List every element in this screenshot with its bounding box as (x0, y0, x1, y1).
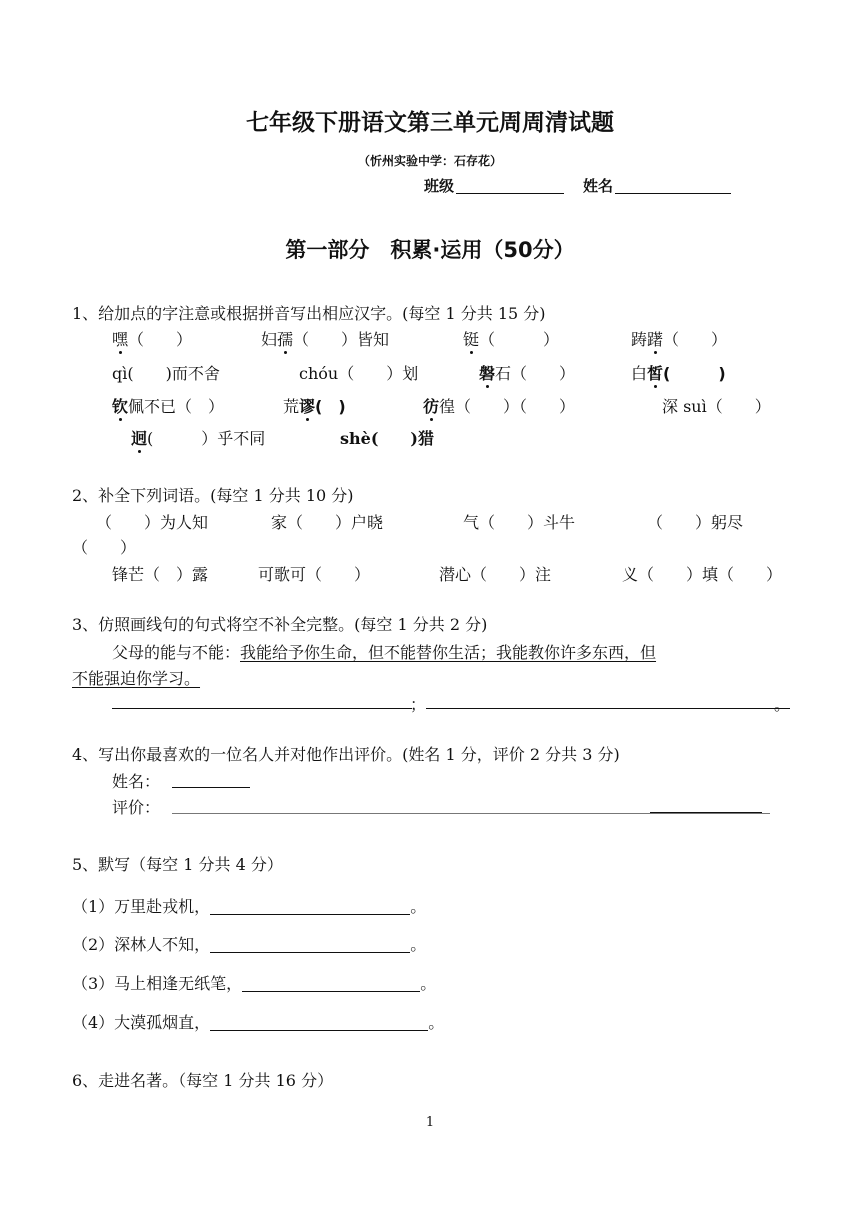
q3-semicolon: ； (410, 695, 427, 714)
q5-end: 。 (410, 897, 427, 916)
q5-end: 。 (410, 935, 427, 954)
q5-item-2 (72, 932, 426, 955)
q1-item-j (283, 394, 346, 417)
q5-answer-blank[interactable] (242, 975, 420, 992)
q2-item-a: （ ）为人知 (96, 513, 209, 532)
q5-lead: （1）万里赴戎机， (72, 897, 211, 916)
q1-item-f: chóu（ ）划 (299, 364, 419, 383)
q5-item-3 (72, 971, 436, 994)
dotted-char: 彷 (423, 397, 440, 416)
q2-item-d: （ ）躬尽 (647, 513, 744, 532)
q1-item-d (631, 327, 727, 350)
q1-item-g (479, 361, 575, 384)
answer-paren[interactable]: ( ）乎不同 (147, 429, 266, 448)
q5-answer-blank[interactable] (210, 898, 410, 915)
q1-item-i (112, 394, 224, 417)
class-blank[interactable] (456, 177, 564, 194)
q1-item-a (112, 327, 192, 350)
q4-name-label: 姓名： (112, 772, 161, 791)
q4-prompt: 4、写出你最喜欢的一位名人并对他作出评价。(姓名 1 分，评价 2 分共 3 分) (72, 745, 620, 764)
q4-review-line[interactable] (172, 813, 770, 814)
q1-item-h (631, 361, 726, 384)
page-title: 七年级下册语文第三单元周周清试题 (246, 110, 614, 136)
q3-prompt: 3、仿照画线句的句式将空不补全完整。(每空 1 分共 2 分) (72, 615, 488, 634)
text: 踌 (631, 330, 648, 349)
q5-lead: （2）深林人不知， (72, 935, 211, 954)
q2-item-g: 潜心（ ）注 (439, 565, 552, 584)
q1-item-e: qì( )而不舍 (112, 364, 220, 383)
dotted-char: 钦 (112, 397, 129, 416)
q5-end: 。 (420, 974, 437, 993)
text: 白 (631, 364, 648, 383)
text: 荒 (283, 397, 300, 416)
q2-item-e: 锋芒（ ）露 (112, 565, 209, 584)
author-subtitle: （忻州实验中学：石存花） (357, 154, 502, 168)
q1-item-m (131, 426, 265, 449)
q3-underlined-text: 我能给予你生命，但不能替你生活；我能教你许多东西，但 (240, 643, 657, 662)
answer-paren[interactable]: （ ） (479, 330, 560, 349)
q1-item-k (423, 394, 575, 417)
answer-paren[interactable]: 徨（ ）（ ） (439, 397, 576, 416)
q2-item-b: 家（ ）户晓 (271, 513, 384, 532)
q5-lead: （3）马上相逢无纸笔， (72, 974, 243, 993)
q1-item-c (463, 327, 559, 350)
q2-item-h: 义（ ）填（ ） (622, 565, 783, 584)
page-number: 1 (425, 1115, 435, 1130)
dotted-char: 孺 (277, 330, 294, 349)
q3-answer-line-1[interactable] (112, 708, 412, 709)
answer-paren[interactable]: ( ) (663, 364, 726, 383)
text: 妇 (261, 330, 278, 349)
q1-item-n: shè( )猎 (340, 429, 434, 448)
class-label: 班级 (424, 177, 455, 195)
q5-answer-blank[interactable] (210, 936, 410, 953)
answer-paren[interactable]: （ ） (128, 330, 193, 349)
part-heading: 第一部分 积累·运用（50分） (285, 238, 575, 262)
answer-paren[interactable]: （ ）皆知 (293, 330, 390, 349)
name-label: 姓名 (583, 177, 614, 195)
name-blank[interactable] (615, 177, 731, 194)
answer-paren[interactable]: 石（ ） (495, 364, 576, 383)
answer-paren[interactable]: 佩不已（ ） (128, 397, 225, 416)
q4-name-line[interactable] (172, 787, 250, 788)
q5-answer-blank[interactable] (210, 1014, 428, 1031)
q6-prompt: 6、走进名著。（每空 1 分共 16 分） (72, 1071, 334, 1090)
q5-lead: （4）大漠孤烟直， (72, 1013, 211, 1032)
q4-review-line-end (650, 812, 762, 813)
q5-item-1 (72, 894, 426, 917)
answer-paren[interactable]: （ ） (663, 330, 728, 349)
q2-item-f: 可歌可（ ） (258, 565, 371, 584)
dotted-char: 谬 (299, 397, 316, 416)
q3-model-sentence (112, 640, 656, 663)
q2-item-c: 气（ ）斗牛 (463, 513, 576, 532)
dotted-char: 躇 (647, 330, 664, 349)
answer-paren[interactable]: ( ) (315, 397, 346, 416)
q3-lead: 父母的能与不能： (112, 643, 241, 662)
q5-prompt: 5、默写（每空 1 分共 4 分） (72, 855, 283, 874)
q3-answer-line-2[interactable] (426, 708, 790, 709)
q1-item-b (261, 327, 389, 350)
q1-item-l: 深 suì（ ） (662, 397, 771, 416)
q5-end: 。 (428, 1013, 445, 1032)
q4-review-label: 评价： (112, 798, 161, 817)
q3-period: 。 (774, 695, 791, 714)
q5-item-4 (72, 1010, 444, 1033)
q1-prompt: 1、给加点的字注意或根据拼音写出相应汉字。(每空 1 分共 15 分) (72, 304, 546, 323)
dotted-char: 铤 (463, 330, 480, 349)
q3-underlined-text-2: 不能强迫你学习。 (72, 669, 201, 688)
dotted-char: 迥 (131, 429, 148, 448)
dotted-char: 磐 (479, 364, 496, 383)
dotted-char: 皙 (647, 364, 664, 383)
dotted-char: 嘿 (112, 330, 129, 349)
q2-item-d-cont: （ ） (72, 538, 137, 557)
q2-prompt: 2、补全下列词语。(每空 1 分共 10 分) (72, 486, 354, 505)
name-field (583, 175, 731, 196)
class-field (424, 175, 564, 196)
